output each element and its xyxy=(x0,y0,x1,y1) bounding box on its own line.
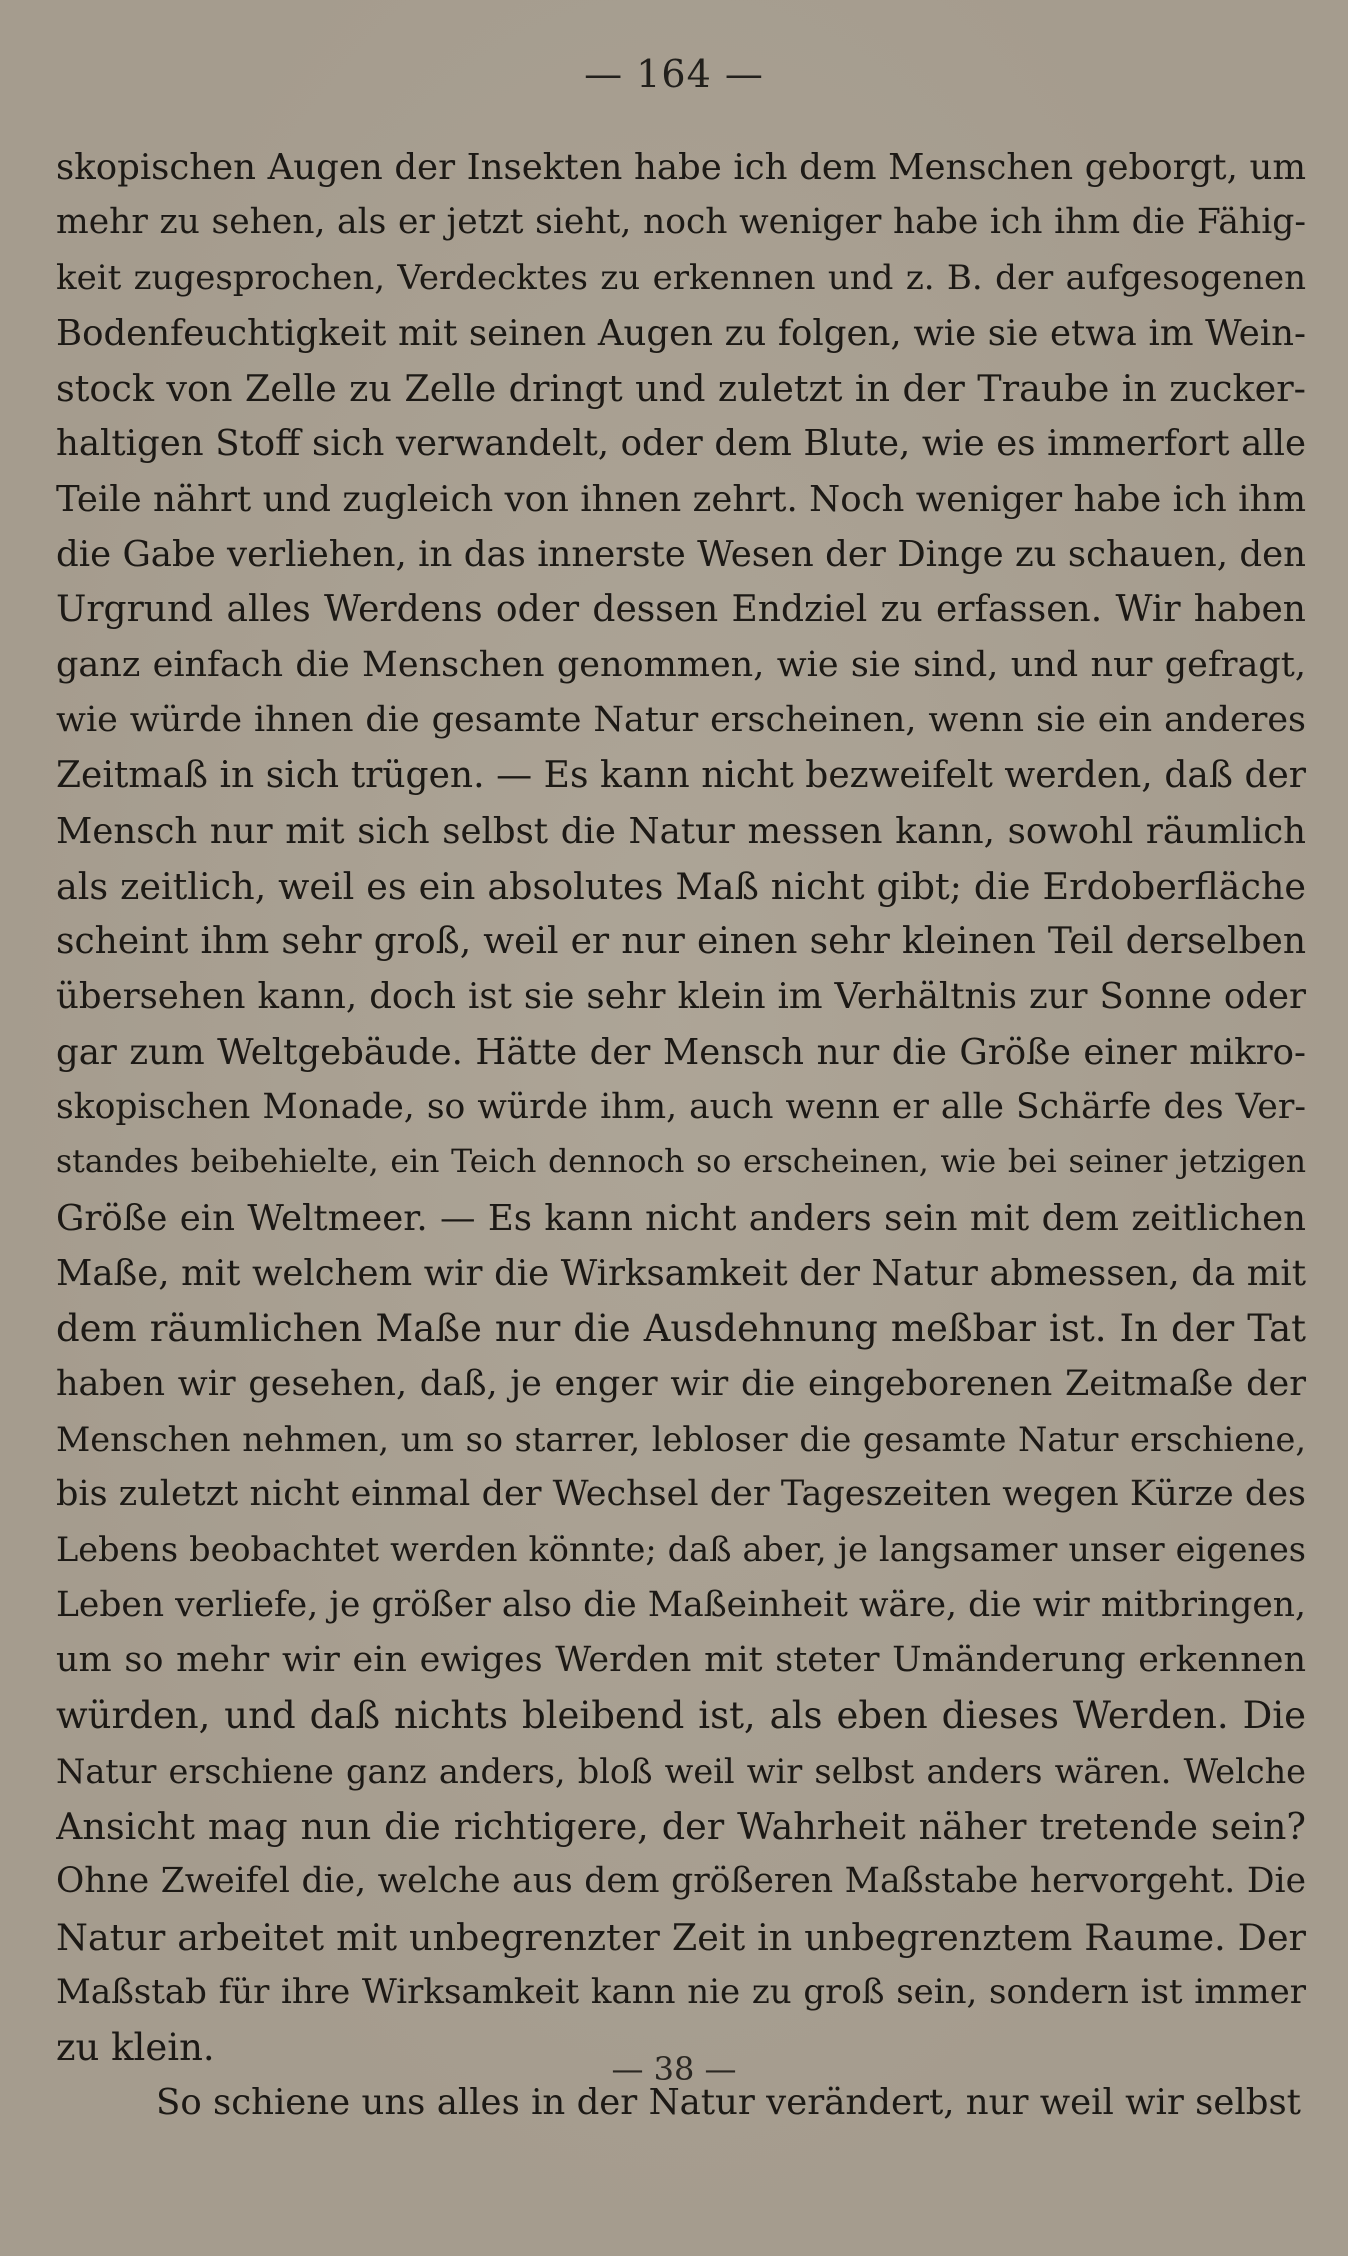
text-line: übersehen kann, doch ist sie sehr klein im Verhältnis zur Sonne oder xyxy=(56,976,1306,1018)
text-line: Ohne Zweifel die, welche aus dem größeren Maßstabe hervorgeht. Die xyxy=(56,1861,1306,1902)
text-line: Mensch nur mit sich selbst die Natur messen kann, sowohl räumlich xyxy=(56,810,1306,852)
text-line: Größe ein Weltmeer. — Es kann nicht anders sein mit dem zeitlichen xyxy=(56,1197,1306,1239)
text-line: Lebens beobachtet werden könnte; daß aber, je langsamer unser eigenes xyxy=(56,1530,1306,1570)
text-line: Teile nährt und zugleich von ihnen zehrt. Noch weniger habe ich ihm xyxy=(56,478,1306,520)
body-text xyxy=(56,140,1306,2131)
paragraph-start-line: So schiene uns alles in der Natur verändert, nur weil wir selbst xyxy=(156,2082,1301,2124)
text-line: die Gabe verliehen, in das innerste Wesen der Dinge zu schauen, den xyxy=(56,534,1306,576)
text-line: ganz einfach die Menschen genommen, wie sie sind, und nur gefragt, xyxy=(56,644,1306,685)
text-line: Natur arbeitet mit unbegrenzter Zeit in unbegrenztem Raume. Der xyxy=(56,1915,1306,1959)
text-line: skopischen Augen der Insekten habe ich dem Menschen geborgt, um xyxy=(56,147,1306,188)
text-line: gar zum Weltgebäude. Hätte der Mensch nur die Größe einer mikro- xyxy=(56,1031,1306,1073)
page-number: — 164 — xyxy=(584,52,764,96)
text-line: scheint ihm sehr groß, weil er nur einen sehr kleinen Teil derselben xyxy=(56,921,1306,963)
text-line: dem räumlichen Maße nur die Ausdehnung meßbar ist. In der Tat xyxy=(56,1307,1306,1351)
text-line: wie würde ihnen die gesamte Natur erscheinen, wenn sie ein anderes xyxy=(56,699,1306,740)
text-line: Menschen nehmen, um so starrer, lebloser die gesamte Natur erschiene, xyxy=(56,1419,1306,1459)
text-line: haltigen Stoff sich verwandelt, oder dem Blute, wie es immerfort alle xyxy=(56,423,1306,465)
text-line: stock von Zelle zu Zelle dringt und zuletzt in der Traube in zucker- xyxy=(56,367,1306,411)
text-line: als zeitlich, weil es ein absolutes Maß nicht gibt; die Erdoberfläche xyxy=(56,864,1306,908)
text-line: Bodenfeuchtigkeit mit seinen Augen zu folgen, wie sie etwa im Wein- xyxy=(56,312,1306,354)
text-line: Natur erschiene ganz anders, bloß weil wir selbst anders wären. Welche xyxy=(56,1751,1306,1791)
text-line: skopischen Monade, so würde ihm, auch wenn er alle Schärfe des Ver- xyxy=(56,1087,1306,1128)
text-line: standes beibehielte, ein Teich dennoch so erscheinen, wie bei seiner jetzigen xyxy=(56,1144,1306,1181)
paragraph-end-line: zu klein. xyxy=(56,2026,215,2070)
text-line: Urgrund alles Werdens oder dessen Endziel zu erfassen. Wir haben xyxy=(56,589,1306,631)
text-line: bis zuletzt nicht einmal der Wechsel der Tageszeiten wegen Kürze des xyxy=(56,1474,1306,1515)
text-line: haben wir gesehen, daß, je enger wir die eingeborenen Zeitmaße der xyxy=(56,1363,1306,1404)
text-line: Zeitmaß in sich trügen. — Es kann nicht bezweifelt werden, daß der xyxy=(56,755,1306,797)
signature-mark: — 38 — xyxy=(611,2050,737,2088)
text-line: würden, und daß nichts bleibend ist, als eben dieses Werden. Die xyxy=(56,1694,1306,1738)
text-line: Maße, mit welchem wir die Wirksamkeit der Natur abmessen, da mit xyxy=(56,1252,1306,1294)
text-line: Leben verliefe, je größer also die Maßeinheit wäre, die wir mitbringen, xyxy=(56,1584,1306,1625)
text-line: mehr zu sehen, als er jetzt sieht, noch weniger habe ich ihm die Fähig- xyxy=(56,202,1306,243)
text-line: Ansicht mag nun die richtigere, der Wahrheit näher tretende sein? xyxy=(56,1804,1306,1848)
text-line: keit zugesprochen, Verdecktes zu erkennen und z. B. der aufgesogenen xyxy=(56,257,1306,298)
text-line: Maßstab für ihre Wirksamkeit kann nie zu groß sein, sondern ist immer xyxy=(56,1971,1306,2012)
text-line: um so mehr wir ein ewiges Werden mit steter Umänderung erkennen xyxy=(56,1640,1306,1681)
